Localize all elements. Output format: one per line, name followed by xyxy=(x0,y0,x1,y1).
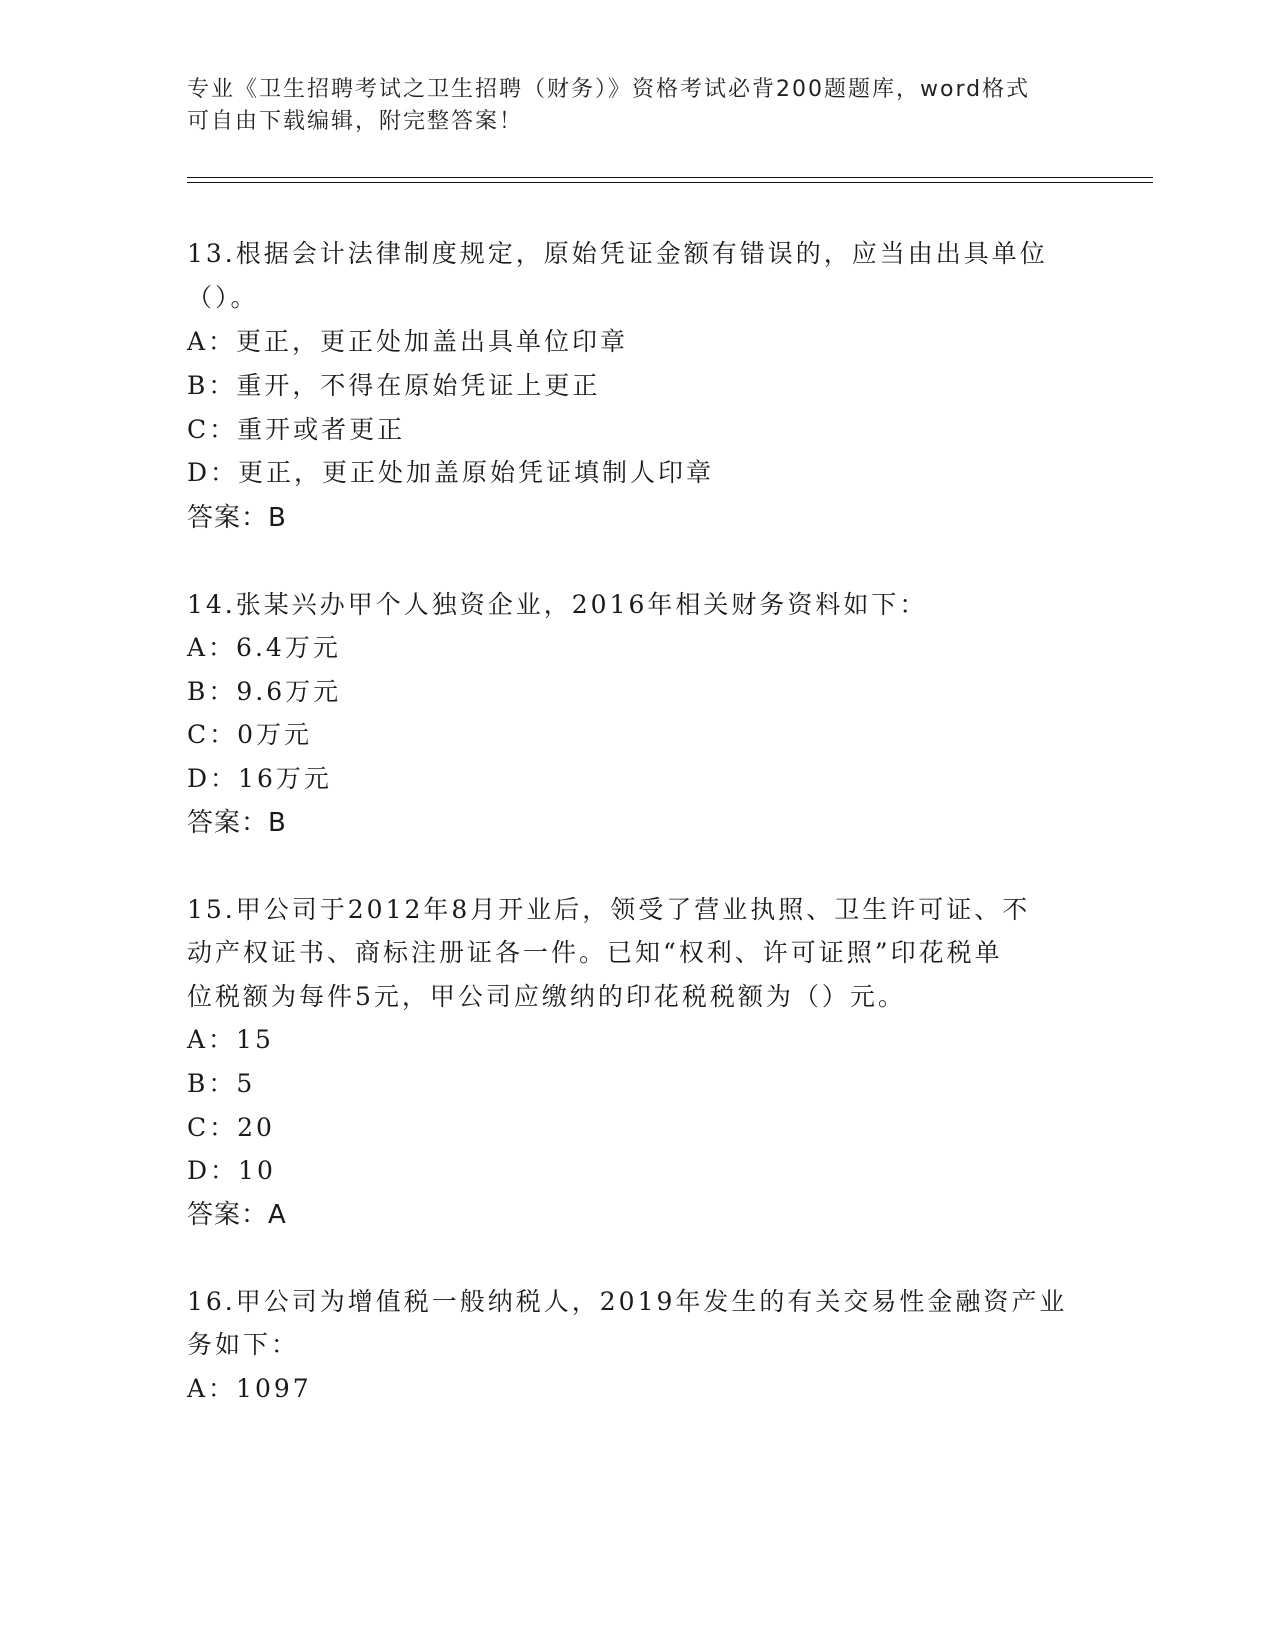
question-14-stem-line-1: 14.张某兴办甲个人独资企业，2016年相关财务资料如下： xyxy=(187,590,928,619)
question-13-option-d: D：更正，更正处加盖原始凭证填制人印章 xyxy=(187,458,715,487)
question-13-stem-line-1: 13.根据会计法律制度规定，原始凭证金额有错误的，应当由出具单位 xyxy=(187,239,1048,268)
header-line-2: 可自由下载编辑，附完整答案！ xyxy=(187,109,524,134)
question-16-stem-line-1: 16.甲公司为增值税一般纳税人，2019年发生的有关交易性金融资产业 xyxy=(187,1287,1068,1316)
question-14-option-b: B：9.6万元 xyxy=(187,677,342,706)
question-13-answer: 答案：B xyxy=(187,503,287,533)
question-14-answer: 答案：B xyxy=(187,808,287,838)
question-15-option-a: A：15 xyxy=(187,1025,274,1054)
question-14-option-a: A：6.4万元 xyxy=(187,633,341,662)
question-16-option-a: A：1097 xyxy=(187,1374,312,1403)
question-15-option-d: D：10 xyxy=(187,1156,276,1185)
header-rule-bottom xyxy=(187,182,1153,183)
question-13-stem-line-2: （）。 xyxy=(187,283,259,312)
question-16-stem-line-2: 务如下： xyxy=(187,1330,300,1359)
header-rule-top xyxy=(187,177,1153,178)
question-13-option-c: C：重开或者更正 xyxy=(187,415,406,444)
question-13-option-b: B：重开，不得在原始凭证上更正 xyxy=(187,371,601,400)
question-14-option-d: D：16万元 xyxy=(187,764,332,793)
question-15-answer: 答案：A xyxy=(187,1200,287,1230)
document-header xyxy=(187,74,1067,138)
question-15-stem-line-1: 15.甲公司于2012年8月开业后，领受了营业执照、卫生许可证、不 xyxy=(187,895,1031,924)
question-15-option-c: C：20 xyxy=(187,1113,275,1142)
header-line-1: 专业《卫生招聘考试之卫生招聘（财务）》资格考试必背200题题库，word格式 xyxy=(187,77,1031,102)
question-15-stem-line-3: 位税额为每件5元，甲公司应缴纳的印花税税额为（）元。 xyxy=(187,982,906,1011)
question-15-option-b: B：5 xyxy=(187,1069,256,1098)
question-13-option-a: A：更正，更正处加盖出具单位印章 xyxy=(187,327,629,356)
question-15-stem-line-2: 动产权证书、商标注册证各一件。已知“权利、许可证照”印花税单 xyxy=(187,938,1003,967)
question-14-option-c: C：0万元 xyxy=(187,720,313,749)
